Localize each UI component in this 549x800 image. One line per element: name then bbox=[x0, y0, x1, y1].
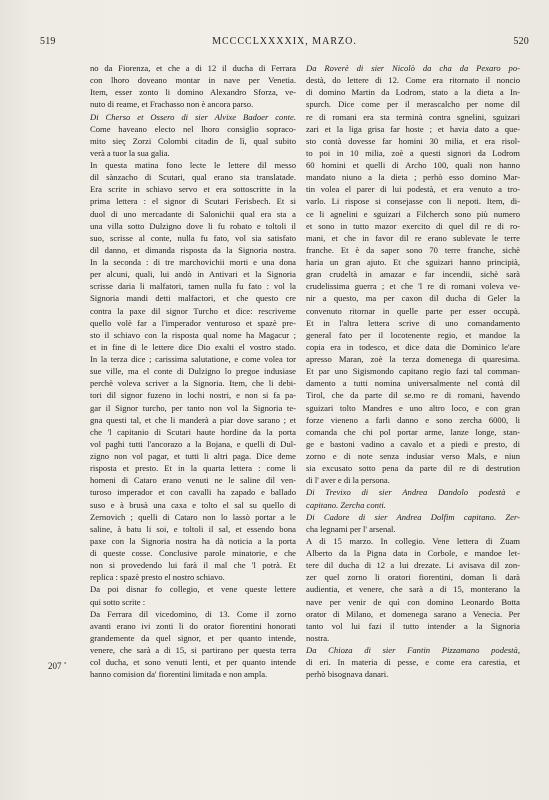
text-line: apresso Maran, zoè la terza domenega di quaresima. bbox=[306, 354, 520, 364]
text-line: risposta et presto. Et in la quarta lettera : come li bbox=[90, 463, 296, 474]
page-number-right: 520 bbox=[513, 36, 529, 47]
text-line: crudelissima guerra ; et che 'l re di romani voleva ve- bbox=[306, 281, 520, 292]
text-line: Et in l'altra lettera scrive di uno comandamento bbox=[306, 317, 520, 328]
text-line: di domino Martin da Lodrom, stato a la dieta a In- bbox=[306, 87, 520, 98]
text-line: duol di uno mercadante di Salonichii qual era sta a bbox=[90, 208, 296, 219]
text-line: che 'l capitanio di Scutari haute hordine da la porta bbox=[90, 426, 296, 437]
text-line: destà, do lettere di 12. Come era ritornato il noncio bbox=[306, 75, 520, 86]
text-line: homeni di Cataro erano venuti ne le saline dil ven- bbox=[90, 475, 296, 486]
text-line: A di 15 marzo. In collegio. Vene lettera di Zuam bbox=[306, 535, 520, 546]
text-line: suso e à brusà una caxa e tolto el sal su quello di bbox=[90, 499, 296, 510]
text-line: In la terza dice ; carissima salutatione, e come volea tor bbox=[90, 354, 296, 364]
text-line: cha legnami per l' arsenal. bbox=[306, 523, 396, 534]
text-line: no da Fiorenza, et che a di 12 il ducha di Ferrara bbox=[90, 63, 296, 73]
text-line: haria un gran ajuto. Et che sguizari hanno principià, bbox=[306, 257, 520, 267]
text-line: general fato per il locotenente regio, et mandoe la bbox=[306, 329, 520, 340]
text-line: zer quel zorno li oratori fiorentini, doman li darà bbox=[306, 572, 520, 583]
text-line: Di Cadore di sier Andrea Dolfim capitano. Zer- bbox=[306, 511, 520, 522]
text-line: venere, che sarà a di 15, si partirano per questa terra bbox=[90, 645, 296, 655]
running-title: MCCCCLXXXXIX, MARZO. bbox=[212, 36, 357, 47]
text-line: con lhoro doveano montar in nave per Venetia. bbox=[90, 75, 296, 86]
text-line: dil sànzacho di Scutari, qual erano sta translatade. bbox=[90, 172, 296, 183]
text-line: gna questi tal, et che li manderà a piar dove sarano ; et bbox=[90, 414, 296, 425]
text-line: scrisse daria li malfatori, tamen nulla fu fato : vol la bbox=[90, 281, 296, 292]
text-line: Alberto da la Pigna data in Corbole, e mandoe let- bbox=[306, 548, 520, 558]
text-line: turoso imperador et con cavalli ha zapado e ballado bbox=[90, 487, 296, 498]
text-line: mandato niuno a la dieta ; perhò esso domino Mar- bbox=[306, 172, 520, 183]
text-line: non si provedendo lui farà il mal che 'l potrà. Et bbox=[90, 560, 296, 571]
text-line: mani, et che in favor dil re erano sublevate le terre bbox=[306, 232, 520, 243]
left-column bbox=[90, 62, 296, 762]
text-line: re di romani era sta terminà contra sgnelini, sguizari bbox=[306, 111, 520, 122]
text-line: grandemente da quel signor, et per quanto intende, bbox=[90, 632, 296, 643]
text-line: saline, à batu li soi, e toltoli il sal, et essendo bona bbox=[90, 523, 296, 534]
text-line: una villa sotto Dulzigno dove li fu robato e toltoli il bbox=[90, 220, 296, 231]
text-line: comanda che chi pol portar arme, lanze longe, stan- bbox=[306, 426, 520, 437]
text-line: tere dil ducha di 12 a lui drezate. Li avisava dil zon- bbox=[306, 560, 520, 571]
text-line: sto contà dovesse far homini 30 milia, et era risol- bbox=[306, 135, 520, 146]
text-line: paxe con la Signoria nostra ha dà noticia a la porta bbox=[90, 535, 296, 546]
text-line: Da poi disnar fo collegio, et vene queste lettere bbox=[90, 584, 296, 595]
text-line: Di Cherso et Ossero di sier Alvixe Badoer conte. bbox=[90, 111, 296, 122]
text-line: Era scrite in schiavo servo et era sottoscritte in la bbox=[90, 184, 296, 195]
text-line: gar il Signor turcho, per tanto non vol la Signoria te- bbox=[90, 402, 296, 413]
text-line: copia era in todesco, et dice data die Dominico le'are bbox=[306, 341, 520, 352]
text-line: In la seconda : di tre marchovichii morti e una dona bbox=[90, 257, 296, 267]
text-line: zari et la liga grisa far hoste ; et havia dato a que- bbox=[306, 123, 520, 134]
text-line: varlo. Li rispose si consejasse con li nepoti. Item, di- bbox=[306, 196, 520, 207]
text-line: prima lettera : el signor di Scutari Ferisbech. Et si bbox=[90, 196, 296, 207]
text-line: Signoria mandi detti malfactori, et che questo cre bbox=[90, 293, 296, 304]
text-line: qui sotto scrite : bbox=[90, 596, 146, 607]
page-number-left: 519 bbox=[40, 36, 56, 47]
text-line: to poi in 10 milia, zoè a questi signori da Lodrom bbox=[306, 147, 520, 158]
text-line: perchè voleva scriver a la Signoria. Item, che li debi- bbox=[90, 378, 296, 389]
text-line: sia excusato sotto pena da parte dil re di destrution bbox=[306, 463, 520, 474]
text-line: In questa matina fono lecte le lettere dil messo bbox=[90, 160, 296, 170]
text-line: et in fine di le lettere dice Dio exalti el vostro stado. bbox=[90, 341, 296, 352]
text-line: Da Ferrara dil vicedomino, di 13. Come il zorno bbox=[90, 608, 296, 619]
text-line: vol paghi tutti l'ancorazo a la Bojana, e quelli di Dul- bbox=[90, 438, 296, 449]
right-column bbox=[306, 62, 520, 762]
text-line: mito sieç Zorzi Colombi citadin de lì, qual subito bbox=[90, 135, 296, 146]
text-line: nuto di reame, et Frachasso non è ancora parso. bbox=[90, 99, 254, 110]
text-line: capitano. Zercha conti. bbox=[306, 499, 386, 510]
text-line: verà a tuor la sua galia. bbox=[90, 147, 170, 158]
text-line: nir a questo, ma per caxon dil ducha di Geler la bbox=[306, 293, 520, 304]
text-line: tanto vol lui fazi il tutto intender a la Signoria bbox=[306, 620, 520, 631]
text-line: audientia, et venere, che sarà a di 15, monterano la bbox=[306, 584, 520, 595]
text-line: forze vieneno a farli danno e sono zercha 6000, li bbox=[306, 414, 520, 425]
text-line: di l' aver e di la persona. bbox=[306, 475, 390, 486]
text-line: ge e bastoni vadino a cavalo et a piedi e presto, di bbox=[306, 438, 520, 449]
text-line: tin volea el parer di lui podestà, et era venuto a tro- bbox=[306, 184, 520, 195]
text-line: contra la paxe dil signor Turcho et dice: rescriveme bbox=[90, 305, 296, 316]
text-line: zorno e di note senza indusiar verso Mals, e niun bbox=[306, 451, 520, 461]
text-line: hanno comision da' fiorentini limitada e non ampla. bbox=[90, 669, 268, 680]
text-line: di eri. In materia di pesse, e come era carestia, et bbox=[306, 657, 520, 668]
text-line: zigno non vol pagar, et tutti li altri paga. Dice deme bbox=[90, 451, 296, 461]
text-line: franche. Et è da saper sono 70 terre franche, sichè bbox=[306, 244, 520, 255]
text-line: per alcuni, quali, lui andò in Antivari et la Signoria bbox=[90, 269, 296, 280]
page-header bbox=[40, 36, 529, 50]
text-line: 60 homini et quelli di Archo 100, quali non hanno bbox=[306, 160, 520, 170]
text-line: Item, esser zonto li domino Alexandro Sforza, ve- bbox=[90, 87, 296, 98]
text-line: quello volè far a l'imperador venturoso et spazè pre- bbox=[90, 317, 296, 328]
text-line: dil danno, et dimanda risposta da la Signoria nostra. bbox=[90, 244, 296, 255]
text-line: replica : spazè presto el nostro schiavo. bbox=[90, 572, 225, 583]
text-line: ce li agnelini e sguizari a Filcherch sono più numero bbox=[306, 208, 520, 219]
text-line: damento a tutti nomina universalmente nel contà dil bbox=[306, 378, 520, 389]
text-line: Tirol, che da parte dil se.mo re di romani, havendo bbox=[306, 390, 520, 401]
text-line: sguizari tolto Mandres e uno altro loco, e con gran bbox=[306, 402, 520, 413]
text-line: sto il schiavo con la risposta qual nome ha Magacur ; bbox=[90, 329, 296, 340]
text-line: suo, scrisse al conte, nulla fu fato, vol sia satisfato bbox=[90, 232, 296, 243]
text-line: gran crudeltà in amazar e far incendii, sichè sarà bbox=[306, 269, 520, 280]
text-line: Da Chioza di sier Fantin Pizzamano podestà, bbox=[306, 645, 520, 655]
text-line: Da Roverè di sier Nicolò da cha da Pexaro po- bbox=[306, 63, 520, 73]
margin-note: 207 ˚ bbox=[48, 661, 67, 671]
text-line: nostra. bbox=[306, 632, 330, 643]
text-line: Come haveano electo nel lhoro consiglio sopraco- bbox=[90, 123, 296, 134]
text-line: di queste cosse. Conclusive parole minatorie, e che bbox=[90, 548, 296, 558]
text-line: sue ville, ma el conte di Dulzigno lo pregoe indusiase bbox=[90, 366, 296, 377]
text-line: orator di Milano, et domenega sarano a Venecia. Per bbox=[306, 608, 520, 619]
text-line: avanti erano ivi zonti li do orator fiorentini honorati bbox=[90, 620, 296, 631]
text-line: col ducha, et sono venuti lenti, et per quanto intende bbox=[90, 657, 296, 668]
text-line: et sono in tutto mazor exercito di quel dil re di ro- bbox=[306, 220, 520, 231]
text-line: Zernovich ; quelli di Cataro non lo lassò portar a le bbox=[90, 511, 296, 522]
text-line: nave per venir de quì con domino Leonardo Botta bbox=[306, 596, 520, 607]
text-line: perhò bisognava danari. bbox=[306, 669, 389, 680]
text-line: Di Trevixo di sier Andrea Dandolo podestà e bbox=[306, 487, 520, 498]
text-line: Et par uno Sigismondo capitano regio fazi tal comman- bbox=[306, 366, 520, 377]
text-line: convenuto ritornar in quelle parte per esser occupà. bbox=[306, 305, 520, 316]
text-line: spurch. Dice come per il merascalcho per nome dil bbox=[306, 99, 520, 110]
text-line: tori dil signor fuzeno in lochi nostri, e non si fa pa- bbox=[90, 390, 296, 401]
